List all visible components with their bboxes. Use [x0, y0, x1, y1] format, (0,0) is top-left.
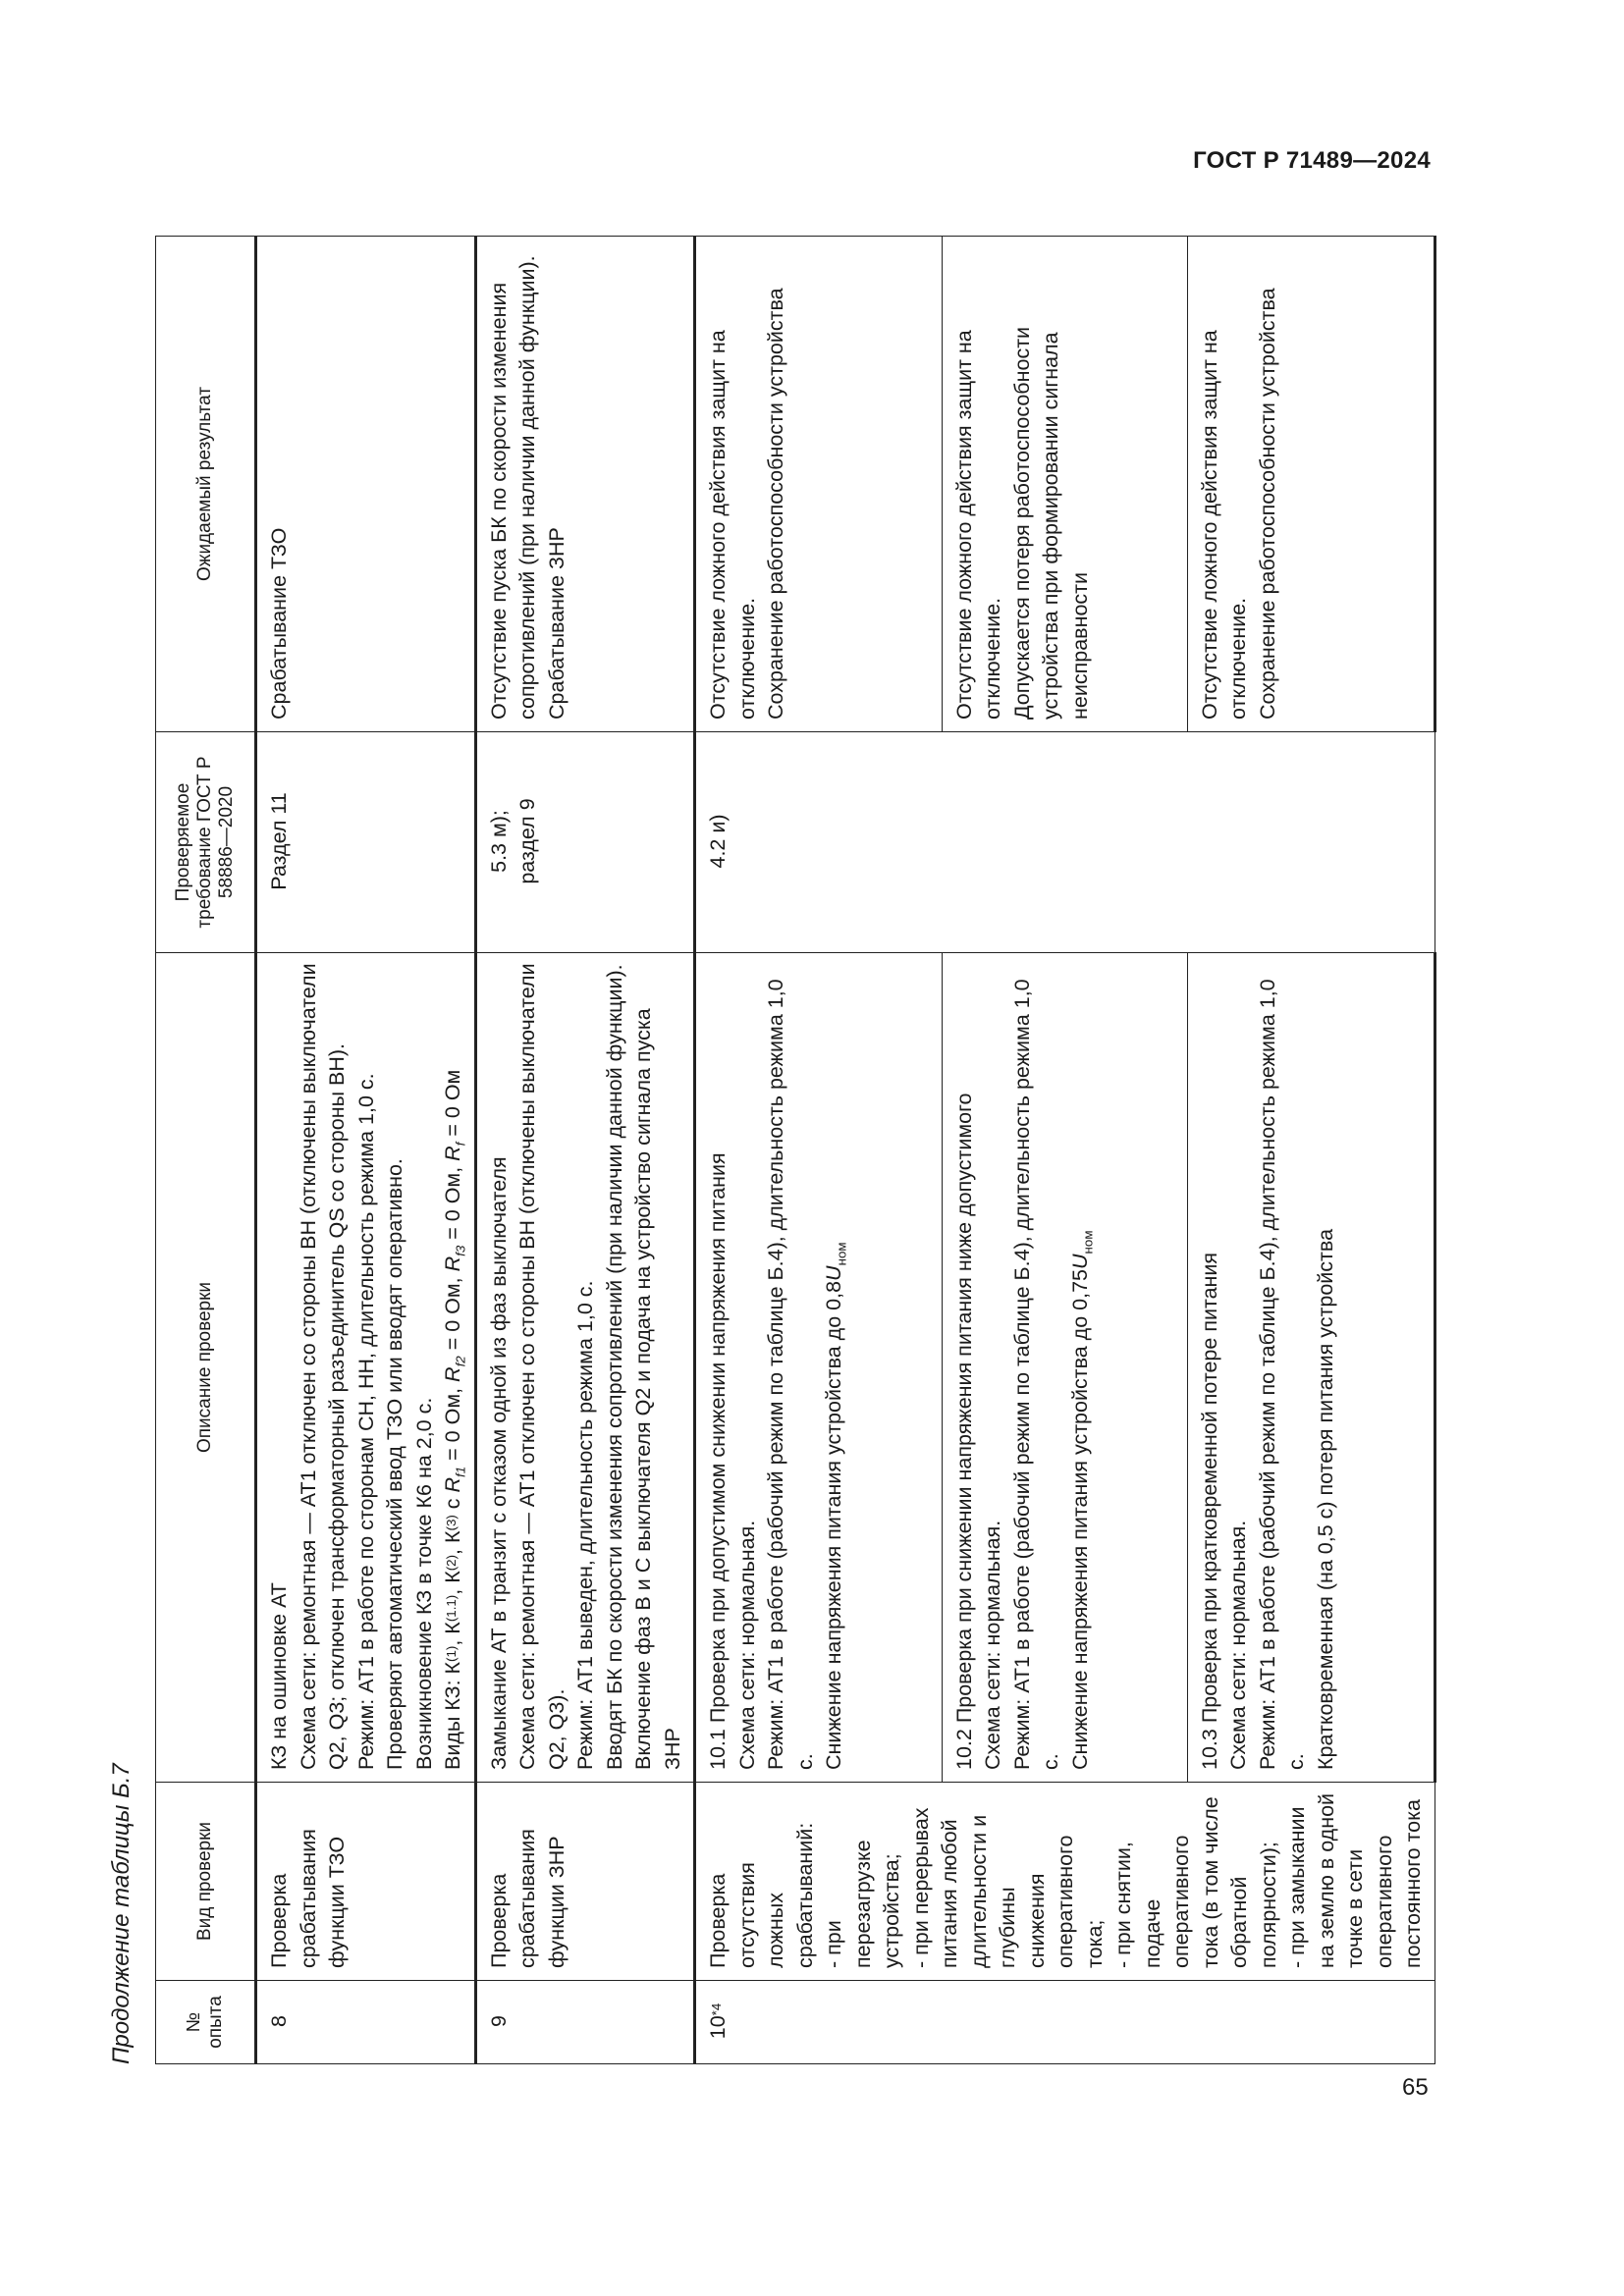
row-9-desc-line: Схема сети: ремонтная — АТ1 отключен со стороны ВН (отключены выключатели Q2, Q3). [515, 963, 568, 1770]
row-9-desc-line: Включение фаз В и С выключателя Q2 и подача на устройство сигнала пуска ЗНР [631, 1008, 684, 1770]
row-9-result-line: Срабатывание ЗНР [544, 527, 568, 720]
table-caption: Продолжение таблицы Б.7 [108, 1763, 135, 2064]
row-10-req: 4.2 и) [695, 732, 1435, 953]
row-9-req [475, 732, 695, 953]
row-10-3-desc-line: 10.3 Проверка при кратковременной потере питания [1197, 1252, 1221, 1770]
row-10-1-desc-line: Схема сети: нормальная. [734, 1520, 759, 1770]
row-10-2-desc-line [1066, 963, 1096, 1770]
row-10-num [695, 1981, 1435, 2064]
row-9-desc [475, 953, 695, 1783]
row-10-type-line: - при перерывах питания любой длительности и глубины снижения оперативного тока; [908, 1807, 1107, 1968]
f2-sub: f2 [453, 1356, 468, 1367]
r-symbol: R [441, 1366, 464, 1382]
row-8-desc-line: Схема сети: ремонтная — АТ1 отключен со стороны ВН (отключены выключатели Q2, Q3; отключен трансформаторный разъединитель QS со стороны ВН). [296, 963, 349, 1770]
row-10-1-desc-line: 10.1 Проверка при допустимом снижении напряжения питания [706, 1152, 730, 1770]
page-number: 65 [1402, 2074, 1429, 2101]
row-10-1-desc [695, 953, 943, 1783]
u-symbol: U [822, 1265, 845, 1281]
document-header: ГОСТ Р 71489—2024 [1193, 147, 1431, 174]
table-row-10-1 [695, 237, 943, 2064]
fault-kinds-rest: = 0 Ом [441, 1069, 464, 1137]
row-8-fault-kinds: Виды КЗ: $К^{(1)}$, $К^{(1.1)}$, $К^{(2)}$, $К^{(3)}$ с $R_{f1} = 0$ Ом, $R_{f2} = 0$ Ом, $R_{f3} = 0$ Ом, $R_f = 0$ Ом [441, 1069, 468, 1770]
k2-sup: (2) [444, 1554, 460, 1572]
row-10-3-result [1187, 237, 1435, 732]
nom-sub: ном [1079, 1230, 1095, 1255]
table-header-row [156, 237, 256, 2064]
k1-sup: (1) [444, 1645, 460, 1662]
row-10-3-result-line: Сохранение работоспособности устройства [1255, 288, 1279, 720]
row-10-type-line: - при замыкании на землю в одной точке в сети оперативного постоянного тока [1285, 1792, 1425, 1968]
row-10-type-line: - при перезагрузке устройства; [822, 1840, 903, 1968]
col-header-req: Проверяемое требование ГОСТ Р 58886—2020 [156, 732, 256, 953]
row-8-desc [256, 953, 476, 1783]
row-9-result [475, 237, 695, 732]
row-8-desc-line: Режим: АТ1 в работе по сторонам СН, НН, длительность режима 1,0 с. [353, 1073, 378, 1770]
row-10-2-desc-line: Режим: АТ1 в работе (рабочий режим по таблице Б.4), длительность режима 1,0 с. [1009, 979, 1063, 1770]
row-10-2-desc-line: Схема сети: нормальная. [981, 1520, 1005, 1770]
table-row-8 [256, 237, 476, 2064]
row-10-2-result-line: Допускается потеря работоспособности устройства при формировании сигнала неисправности [1009, 326, 1092, 720]
row-10-1-desc-line: Режим: АТ1 в работе (рабочий режим по таблице Б.4), длительность режима 1,0 с. [764, 979, 817, 1770]
row-9-req-a: 5.3 м); [486, 810, 511, 873]
row-10-2-desc [942, 953, 1187, 1783]
row-10-1-desc-last: Снижение напряжения питания устройства до 0,8 [822, 1280, 845, 1770]
table-row-9 [475, 237, 695, 2064]
row-9-desc-line: Замыкание АТ в транзит с отказом одной из фаз выключателя [486, 1156, 511, 1770]
f-sub: f [453, 1142, 468, 1147]
row-10-type-line: Проверка отсутствия ложных срабатываний: [706, 1822, 817, 1968]
row-8-desc-line: Проверяют автоматический ввод ТЗО или вводят оперативно. [383, 1158, 406, 1770]
k3-sup: (3) [444, 1515, 460, 1531]
row-10-3-desc-line: Кратковременная (на 0,5 с) потеря питания устройства [1313, 1228, 1337, 1770]
row-10-num-footnote: *4 [709, 2002, 725, 2016]
row-8-result: Срабатывание ТЗО [256, 237, 476, 732]
test-table [155, 236, 1436, 2064]
r-symbol: R [441, 1255, 464, 1272]
fault-kinds-prefix: Виды КЗ: К [441, 1661, 464, 1770]
row-9-desc-line: Вводят БК по скорости изменения сопротивлений (при наличии данной функции). [602, 964, 626, 1770]
row-8-desc-line: Возникновение КЗ в точке К6 на 2,0 с. [411, 1397, 436, 1770]
row-9-result-line: Отсутствие пуска БК по скорости изменения сопротивлений (при наличии данной функции). [486, 255, 539, 720]
row-10-num-text: 10 [706, 2015, 730, 2040]
row-9-num: 9 [475, 1981, 695, 2064]
u-symbol: U [1067, 1254, 1092, 1269]
row-10-type-line: - при снятии, подаче оперативного тока (в том числе обратной полярности); [1111, 1796, 1280, 1968]
row-10-1-desc-line [820, 963, 849, 1770]
row-10-1-result [695, 237, 943, 732]
row-8-desc-line: КЗ на ошиновке АТ [267, 1582, 291, 1770]
row-8-type: Проверка срабатывания функции ТЗО [256, 1783, 476, 1981]
f3-sub: f3 [453, 1245, 468, 1256]
row-9-desc-line: Режим: АТ1 выведен, длительность режима 1,0 с. [573, 1280, 597, 1770]
nom-sub: ном [834, 1242, 849, 1266]
r-symbol: R [441, 1476, 464, 1493]
row-10-2-desc-last: Снижение напряжения питания устройства до 0,75 [1067, 1268, 1092, 1770]
row-10-1-result-line: Сохранение работоспособности устройства [764, 288, 787, 720]
row-10-3-result-line: Отсутствие ложного действия защит на отключение. [1197, 330, 1251, 720]
r-symbol: R [441, 1146, 464, 1161]
f1-sub: f1 [453, 1466, 468, 1477]
row-8-num: 8 [256, 1981, 476, 2064]
row-10-2-result [942, 237, 1187, 732]
row-9-req-b: раздел 9 [515, 798, 539, 884]
col-header-desc: Описание проверки [156, 953, 256, 1783]
col-header-type: Вид проверки [156, 1783, 256, 1981]
col-header-num: № опыта [156, 1981, 256, 2064]
row-10-1-result-line: Отсутствие ложного действия защит на отключение. [706, 330, 759, 720]
row-8-req: Раздел 11 [256, 732, 476, 953]
row-10-3-desc-line: Режим: АТ1 в работе (рабочий режим по таблице Б.4), длительность режима 1,0 с. [1255, 979, 1309, 1770]
col-header-result: Ожидаемый результат [156, 237, 256, 732]
row-10-2-result-line: Отсутствие ложного действия защит на отключение. [951, 330, 1005, 720]
row-10-3-desc-line: Схема сети: нормальная. [1226, 1520, 1251, 1770]
row-9-type: Проверка срабатывания функции ЗНР [475, 1783, 695, 1981]
rotated-page-content [108, 229, 1425, 2064]
row-10-3-desc [1187, 953, 1435, 1783]
k11-sup: (1.1) [444, 1594, 460, 1623]
row-10-2-desc-line: 10.2 Проверка при снижении напряжения питания ниже допустимого [951, 1093, 976, 1770]
row-10-type [695, 1783, 1435, 1981]
